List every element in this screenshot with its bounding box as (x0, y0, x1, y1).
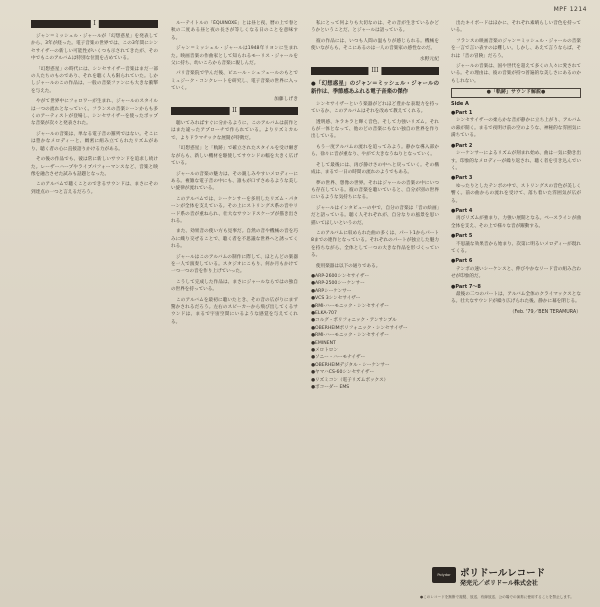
list-item: ●ARP-2600シンセサイザー (311, 273, 370, 279)
credit: （Feb. '79／BEN TERAMURA） (509, 309, 581, 315)
paragraph: ゆったりとしたテンポの中で、ストリングスの音色が美しく響く。前の曲からの流れを受けて、落ち着いた雰囲気が広がる。 (451, 183, 581, 204)
paragraph: このアルバムを最初に聴いたとき、その音の広がりにまず驚かされるだろう。左右のスピーカーから飛び出してくるサウンドは、まるで宇宙空間にいるような感覚を与えてくれる。 (171, 297, 298, 325)
copyright-notice: ●このレコードを無断で複製、放送、有線放送、公の場での演奏に使用することを禁止します。 (420, 595, 574, 599)
list-item: ●VCS 3シンセサイザー (311, 296, 361, 302)
list-item: ●RMI-ハーモニック・シンセサイザー (311, 303, 389, 309)
instrument-list (311, 273, 439, 392)
column-2 (171, 20, 298, 580)
list-item: ●ヤマハCS-60シンセサイザー (311, 370, 375, 376)
paragraph: 彼の作品には、いつも人間の温もりが感じられる。機械を使いながらも、そこにあるのは一人の音楽家の感性なのだ。 (311, 38, 439, 52)
part-label: ●Part 3 (451, 175, 473, 182)
list-item: ●RMI-ハーモニック・シンセサイザー (311, 333, 389, 339)
paragraph: パリ音楽院で学んだ後、ピエール・シェフェールのもとでミュジーク・コンクレートを研究し、電子音楽の世界に入っていく。 (171, 71, 298, 92)
paragraph: ジャールはこのアルバムの制作に際して、ほとんどの楽器を一人で演奏している。スタジオにこもり、何か月もかけて一つ一つの音を作り上げていった。 (171, 254, 298, 275)
list-item: ●ELKA-707 (311, 311, 337, 316)
paragraph: 聴いてみればすぐに分かるように、このアルバムは前作とはまた違ったアプローチで作られている。よりリズミカルで、よりドラマチックな展開が特徴だ。 (171, 121, 298, 141)
paragraph: ジャールはインタビューの中で、自分の音楽は「音の絵画」だと語っている。聴く人それぞれが、自分なりの風景を思い描いてほしいというのだ。 (311, 205, 439, 226)
paragraph: シンセサイザーの柔らかな音が静かに立ち上がり、アルバムの幕が開く。まるで夜明け前の空のような、神秘的な雰囲気に満ちている。 (451, 118, 581, 139)
section-divider (171, 107, 298, 115)
paragraph: 「幻想惑星」と「軌跡」で確立されたスタイルを受け継ぎながらも、新しい機材を駆使してサウンドの幅を大きく広げている。 (171, 146, 298, 167)
paragraph: テンポの速いシーケンスと、伸びやかなリード音の組み合わせが印象的だ。 (451, 266, 581, 280)
paragraph: ジャン＝ミッシェル・ジャールが「幻想惑星」を発表してから、3年が経った。電子音楽の世界では、この3年間にシンセサイザーの新しい可能性がいくつも示されてきたが、その中でもこのアルバムは特別な位置を占めている。 (31, 34, 158, 62)
list-item: ●OBERHEIMポリフォニック・シンセサイザー (311, 325, 408, 331)
paragraph: もう一度アルバムの流れを追ってみよう。静かな導入部から、徐々に音が重なり、やがて大きなうねりとなっていく。 (311, 144, 439, 158)
section-number: III (368, 67, 381, 75)
list-item: ●ARPシーケンサー (311, 288, 352, 294)
paragraph: 使用楽器は以下の通りである。 (316, 263, 381, 269)
part-label: ●Part 2 (451, 142, 473, 149)
author-signature: 水野元紀 (419, 56, 439, 62)
paragraph: シーケンサーによるリズムが刻まれ始め、曲は一気に動き出す。印象的なメロディーが繰り返され、聴く者を引き込んでいく。 (451, 151, 581, 171)
side-label: Side A (451, 100, 469, 107)
paragraph: こうして完成した作品は、まさにジャールならではの独自の世界を持っている。 (171, 279, 298, 293)
list-item: ●ボコーダー EMS (311, 385, 350, 391)
paragraph: 最後の二つのパートは、アルバム全体のクライマックスとなる。壮大なサウンドが繰り広げられた後、静かに幕を閉じる。 (451, 292, 581, 305)
paragraph: このアルバムでは、シーケンサーを多用したリズム・パターンが全体を支えている。その上にストリングス系の音やリード系の音が重ねられ、壮大なサウンドスケープが描き出される。 (171, 196, 298, 224)
part-label: ●Part 4 (451, 207, 473, 214)
section-number: I (90, 20, 98, 28)
section-divider (311, 67, 439, 75)
paragraph: また、効果音の使い方も見事だ。自然の音や機械の音を巧みに織り交ぜることで、聴く者を不思議な世界へと誘ってくれる。 (171, 229, 298, 250)
list-item: ●コルグ・ポリフォニック・アンサンブル (311, 318, 397, 324)
label-distributor: 発売元／ポリドール株式会社 (460, 580, 538, 587)
list-item: ●メロトロン (311, 348, 338, 354)
author-signature: 加藤しげき (274, 96, 298, 102)
sound-commentary-title: ●「軌跡」サウンド解説● (451, 88, 581, 97)
paragraph: ジャールの音楽の魅力は、その親しみやすいメロディーにある。複雑な電子音の中にも、誰もが口ずさめるような美しい旋律が流れている。 (171, 171, 298, 192)
section-heading: ●「幻想惑星」のジャン＝ミッシェル・ジャールの新作は、季節感あふれる電子音楽の傑作 (311, 81, 439, 96)
paragraph: ジャールの音楽は、国や世代を超えて多くの人々に愛されている。その理由は、彼の音楽が持つ普遍的な美しさにあるのかもしれない。 (451, 64, 581, 84)
part-label: ●Part 6 (451, 258, 473, 265)
list-item: ●リズミコン（電子リズムボックス） (311, 377, 389, 383)
paragraph: ルーテイトルの「ÉQUINOXE」とは昼と夜、暦の上で春と秋の二度ある昼と夜の長さが等しくなる日のことを意味する。 (171, 21, 298, 41)
paragraph: ジャールの音楽は、単なる電子音の羅列ではない。そこには豊かなメロディーと、緻密に組み立てられたリズムがあり、聴く者の心に直接語りかける力がある。 (31, 131, 158, 152)
paragraph: 出たキイボードはほかに、それぞれ素晴らしい音色を持っている。 (451, 21, 581, 34)
paragraph: その後の作品でも、彼は常に新しいサウンドを追求し続けた。レーザーハープやライブパフォーマンスなど、音楽と映像を融合させた試みも話題となった。 (31, 157, 158, 177)
paragraph: 透明感、キラキラと輝く音色、そして力強いリズム。それらが一体となって、他のどの音楽にもない独自の世界を作り出している。 (311, 119, 439, 140)
paragraph: このアルバムに収められた曲の多くは、パート1からパート8までの連作となっている。それぞれのパートが独立した魅力を持ちながら、全体として一つの大きな作品を形づくっている。 (311, 230, 439, 259)
record-label-block (432, 563, 592, 593)
section-divider (31, 20, 158, 28)
list-item: ●ARP-2500シーケンサー (311, 281, 365, 287)
paragraph: 不思議な効果音から始まり、次第に明るいメロディーが現れてくる。 (451, 241, 581, 254)
paragraph: 「幻想惑星」の時代には、シンセサイザー音楽はまだ一部の人たちのものであり、それを聴く人も限られていた。しかしジャールのこの作品は、一般の音楽ファンにも大きな衝撃を与えた。 (31, 66, 158, 94)
part-label: ●Part 5 (451, 233, 473, 240)
column-4 (451, 20, 581, 560)
paragraph: フランスの映画音楽のジャン＝ミッシェル・ジャールの音楽を一言で言い表すのは難しい。しかし、あえて言うならば、それは「音の冒険」だろう。 (451, 38, 581, 59)
paragraph: 夢の世界、想像の世界。それはジャールの音楽の中にいつも存在している。彼の音楽を聴いていると、自分が別の世界にいるような気持ちになる。 (311, 180, 439, 201)
paragraph: 私にとって何よりも大切なのは、その音が生きているかどうかということだ、とジャールは語っている。 (311, 21, 439, 34)
polydor-logo-icon: Polydor (432, 567, 456, 583)
paragraph: ジャン＝ミッシェル・ジャールは1948年リヨンに生まれた。映画音楽の作曲家として知られるモーリス・ジャールを父に持ち、幼いころから音楽に親しんだ。 (171, 46, 298, 67)
label-company-name: ポリドールレコード (460, 568, 546, 579)
catalog-number: MPF 1214 (553, 6, 587, 13)
part-label: ●Part 1 (451, 110, 473, 117)
list-item: ●OBERHEIMデジタル・シーケンサー (311, 362, 390, 368)
list-item: ●EMINENT (311, 340, 336, 346)
paragraph: このアルバムで聴くことのできるサウンドは、まさにその到達点の一つと言えるだろう。 (31, 182, 158, 195)
paragraph: シンセサイザーという楽器がどれほど豊かな表現力を持っているか、このアルバムはそれを改めて教えてくれる。 (311, 101, 439, 115)
column-1 (31, 20, 158, 580)
column-3 (311, 20, 439, 590)
section-number: II (229, 107, 240, 115)
paragraph: そして最後には、再び静けさの中へと戻っていく。その構成は、まるで一日の時間の流れのようでもある。 (311, 162, 439, 176)
paragraph: 再びリズムが強まり、力強い展開となる。ベースラインが曲全体を支え、その上で様々な音が躍動する。 (451, 216, 581, 229)
part-label: ●Part 7〜8 (451, 283, 481, 290)
paragraph: やがて世界中にフォロワーが生まれ、ジャールのスタイルは一つの流れとなっていく。フランスの音楽シーンからも多くのアーティストが登場し、シンセサイザーを使ったポップな音楽が次々と発表された。 (31, 99, 158, 127)
list-item: ●ソニー・ハーモナイザー (311, 355, 366, 361)
